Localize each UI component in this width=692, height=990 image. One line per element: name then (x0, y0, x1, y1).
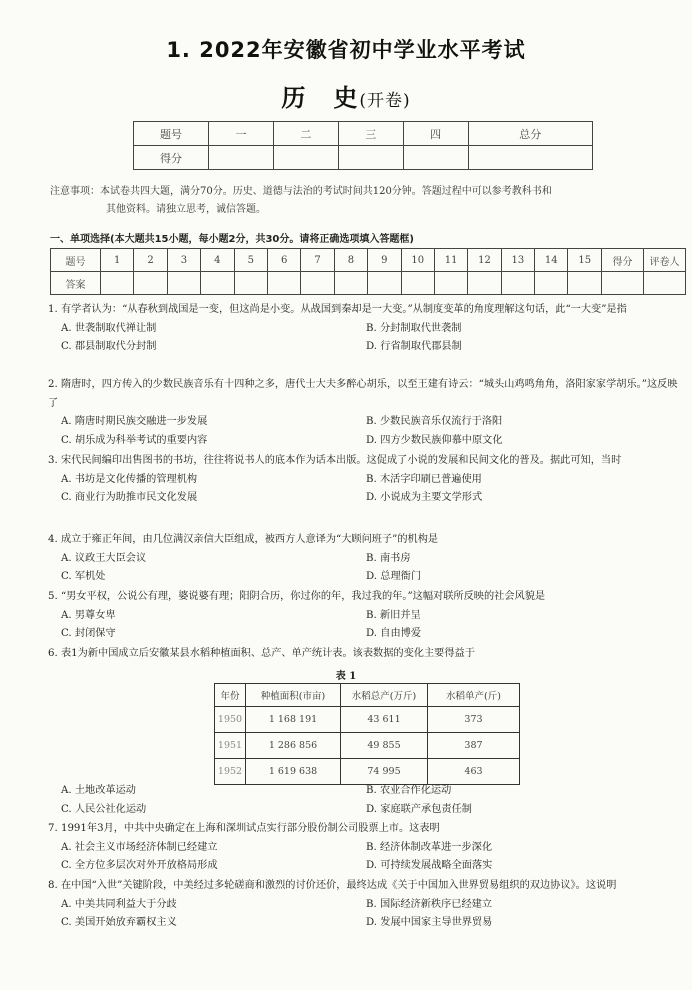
answer-blank[interactable] (535, 272, 568, 295)
option-d[interactable]: D. 家庭联产承包责任制 (366, 803, 472, 815)
notice-line: 注意事项：本试卷共四大题，满分70分。历史、道德与法治的考试时间共120分钟。答题过程中可以参考教科书和 (50, 186, 552, 197)
table-header: 水稻总产(万斤) (341, 684, 428, 707)
question-stem: 6. 表1为新中国成立后安徽某县水稻种植面积、总产、单产统计表。该表数据的变化主要得益于 (48, 648, 475, 659)
score-cell: 三 (338, 122, 403, 146)
score-cell: 总分 (468, 122, 592, 146)
option-row (48, 338, 684, 357)
score-blank[interactable] (209, 146, 274, 170)
table-row (215, 759, 520, 785)
answer-blank[interactable] (201, 272, 234, 295)
table-row (215, 707, 520, 733)
option-c[interactable]: C. 胡乐成为科举考试的重要内容 (61, 434, 208, 446)
table-cell: 1950 (215, 707, 246, 733)
answer-blank[interactable] (167, 272, 200, 295)
answer-table-answer-row (51, 272, 686, 295)
question-stem: 1. 有学者认为：“从春秋到战国是一变，但这尚是小变。从战国到秦却是一大变。”从制度变革的角度理解这句话，此“一大变”是指 (48, 304, 627, 315)
option-a[interactable]: A. 隋唐时期民族交融进一步发展 (61, 416, 208, 427)
option-row (48, 914, 684, 933)
question-1 (48, 301, 684, 357)
score-cell: 题号 (134, 122, 209, 146)
option-c[interactable]: C. 军机处 (61, 571, 106, 582)
answer-cell: 6 (267, 249, 300, 272)
score-label: 得分 (134, 146, 209, 170)
table-cell: 463 (428, 759, 520, 785)
question-stem: 4. 成立于雍正年间，由几位满汉亲信大臣组成，被西方人意译为“大顾问班子”的机构是 (48, 534, 439, 545)
option-row (48, 320, 684, 339)
table-header: 种植面积(市亩) (246, 684, 341, 707)
section-heading: 一、单项选择(本大题共15小题，每小题2分，共30分。请将正确选项填入答题框) (50, 234, 414, 245)
table-cell: 1 286 856 (246, 733, 341, 759)
table-cell: 49 855 (341, 733, 428, 759)
rice-data-table (214, 683, 520, 785)
option-c[interactable]: C. 郡县制取代分封制 (61, 341, 157, 352)
question-4 (48, 531, 684, 587)
table-cell: 1 619 638 (246, 759, 341, 785)
option-row (48, 839, 684, 858)
table-cell: 1951 (215, 733, 246, 759)
table-cell: 1 168 191 (246, 707, 341, 733)
table-cell: 373 (428, 707, 520, 733)
option-d[interactable]: D. 自由博爱 (366, 628, 422, 639)
option-b[interactable]: B. 分封制取代世袭制 (366, 322, 462, 334)
option-b[interactable]: B. 少数民族音乐仅流行于洛阳 (366, 416, 503, 427)
option-d[interactable]: D. 总理衙门 (366, 571, 422, 582)
answer-blank[interactable] (501, 272, 534, 295)
score-table (133, 121, 593, 170)
answer-cell: 3 (167, 249, 200, 272)
answer-cell: 14 (535, 249, 568, 272)
answer-blank[interactable] (602, 272, 644, 295)
answer-cell: 4 (201, 249, 234, 272)
score-blank[interactable] (273, 146, 338, 170)
subject-name: 历 史 (281, 83, 360, 112)
score-blank[interactable] (338, 146, 403, 170)
table-cell: 1952 (215, 759, 246, 785)
table-cell: 387 (428, 733, 520, 759)
table-header-row (215, 684, 520, 707)
question-stem: 2. 隋唐时，四方传入的少数民族音乐有十四种之多，唐代士大夫多醉心胡乐，以至王建有诗云：“城头山鸡鸣角角，洛阳家家学胡乐。”这反映了 (48, 379, 678, 409)
answer-cell: 13 (501, 249, 534, 272)
option-b[interactable]: B. 新旧并呈 (366, 609, 421, 621)
option-a[interactable]: A. 男尊女卑 (61, 609, 116, 621)
answer-blank[interactable] (334, 272, 367, 295)
answer-blank[interactable] (644, 272, 686, 295)
answer-cell: 2 (134, 249, 167, 272)
answer-blank[interactable] (267, 272, 300, 295)
answer-cell: 11 (434, 249, 467, 272)
option-c[interactable]: C. 商业行为助推市民文化发展 (61, 492, 198, 503)
option-d[interactable]: D. 发展中国家主导世界贸易 (366, 917, 493, 928)
subject-title (0, 78, 692, 113)
question-6-stem (48, 645, 684, 664)
question-8 (48, 877, 684, 933)
answer-cell: 8 (334, 249, 367, 272)
option-row (48, 896, 684, 915)
score-table-score-row (134, 146, 593, 170)
option-a[interactable]: A. 世袭制取代禅让制 (61, 322, 157, 334)
question-5 (48, 588, 684, 644)
option-c[interactable]: C. 封闭保守 (61, 628, 116, 639)
option-d[interactable]: D. 行省制取代郡县制 (366, 341, 462, 352)
question-6-options (48, 782, 684, 819)
option-row (48, 432, 684, 451)
exam-title: 1. 2022年安徽省初中学业水平考试 (166, 38, 526, 62)
option-row (48, 625, 684, 644)
answer-cell: 12 (468, 249, 501, 272)
option-row (48, 801, 684, 820)
table-caption: 表 1 (335, 671, 357, 682)
option-d[interactable]: D. 可持续发展战略全面落实 (366, 860, 493, 871)
answer-cell: 5 (234, 249, 267, 272)
option-d[interactable]: D. 四方少数民族仰慕中原文化 (366, 434, 503, 446)
table-cell: 74 995 (341, 759, 428, 785)
option-a[interactable]: A. 土地改革运动 (61, 785, 136, 796)
table-row (215, 733, 520, 759)
question-3 (48, 452, 684, 508)
option-row (48, 471, 684, 490)
exam-notice (50, 183, 680, 219)
answer-blank[interactable] (134, 272, 167, 295)
option-row (48, 568, 684, 587)
option-b[interactable]: B. 国际经济新秩序已经建立 (366, 898, 493, 910)
question-stem: 3. 宋代民间编印出售图书的书坊，往往将说书人的底本作为话本出版。这促成了小说的发展和民间文化的普及。据此可知，当时 (48, 455, 622, 466)
answer-blank[interactable] (101, 272, 134, 295)
answer-blank[interactable] (468, 272, 501, 295)
notice-line: 其他资料。请独立思考，诚信答题。 (106, 204, 266, 215)
option-b[interactable]: B. 木活字印刷已普遍使用 (366, 473, 482, 485)
option-c[interactable]: C. 美国开始放弃霸权主义 (61, 917, 177, 928)
option-row (48, 782, 684, 801)
subject-note: (开卷) (359, 91, 411, 111)
score-cell: 二 (273, 122, 338, 146)
option-row (48, 857, 684, 876)
answer-cell: 评卷人 (644, 249, 686, 272)
option-a[interactable]: A. 议政王大臣会议 (61, 552, 147, 564)
answer-table-number-row (51, 249, 686, 272)
score-blank[interactable] (468, 146, 592, 170)
answer-cell: 题号 (51, 249, 101, 272)
table-header: 水稻单产(斤) (428, 684, 520, 707)
answer-blank[interactable] (301, 272, 334, 295)
option-a[interactable]: A. 书坊是文化传播的管理机构 (61, 473, 198, 485)
answer-cell: 得分 (602, 249, 644, 272)
score-blank[interactable] (403, 146, 468, 170)
question-stem: 8. 在中国“入世”关键阶段，中美经过多轮磋商和激烈的讨价还价，最终达成《关于中国加入世界贸易组织的双边协议》。这说明 (48, 880, 617, 891)
option-row (48, 550, 684, 569)
option-row (48, 413, 684, 432)
answer-cell: 9 (368, 249, 401, 272)
question-2 (48, 376, 684, 450)
table-cell: 43 611 (341, 707, 428, 733)
answer-cell: 15 (568, 249, 602, 272)
option-a[interactable]: A. 社会主义市场经济体制已经建立 (61, 841, 218, 853)
question-stem: 7. 1991年3月，中共中央确定在上海和深圳试点实行部分股份制公司股票上市。这表明 (48, 823, 440, 834)
answer-blank[interactable] (434, 272, 467, 295)
answer-blank[interactable] (568, 272, 602, 295)
answer-cell: 1 (101, 249, 134, 272)
answer-blank[interactable] (368, 272, 401, 295)
score-cell: 一 (209, 122, 274, 146)
answer-label: 答案 (51, 272, 101, 295)
answer-table (50, 248, 686, 295)
option-row (48, 607, 684, 626)
option-row (48, 489, 684, 508)
option-b[interactable]: B. 农业合作化运动 (366, 785, 452, 796)
answer-cell: 7 (301, 249, 334, 272)
answer-cell: 10 (401, 249, 434, 272)
table-header: 年份 (215, 684, 246, 707)
answer-blank[interactable] (234, 272, 267, 295)
score-cell: 四 (403, 122, 468, 146)
question-7 (48, 820, 684, 876)
option-b[interactable]: B. 经济体制改革进一步深化 (366, 841, 493, 853)
question-stem: 5. “男女平权，公说公有理，婆说婆有理；阳阴合历，你过你的年，我过我的年。”这幅对联所反映的社会风貌是 (48, 591, 546, 602)
answer-blank[interactable] (401, 272, 434, 295)
option-c[interactable]: C. 人民公社化运动 (61, 803, 147, 815)
score-table-header-row (134, 122, 593, 146)
option-c[interactable]: C. 全方位多层次对外开放格局形成 (61, 860, 218, 871)
option-a[interactable]: A. 中美共同利益大于分歧 (61, 898, 177, 910)
option-d[interactable]: D. 小说成为主要文学形式 (366, 492, 483, 503)
option-b[interactable]: B. 南书房 (366, 552, 411, 564)
